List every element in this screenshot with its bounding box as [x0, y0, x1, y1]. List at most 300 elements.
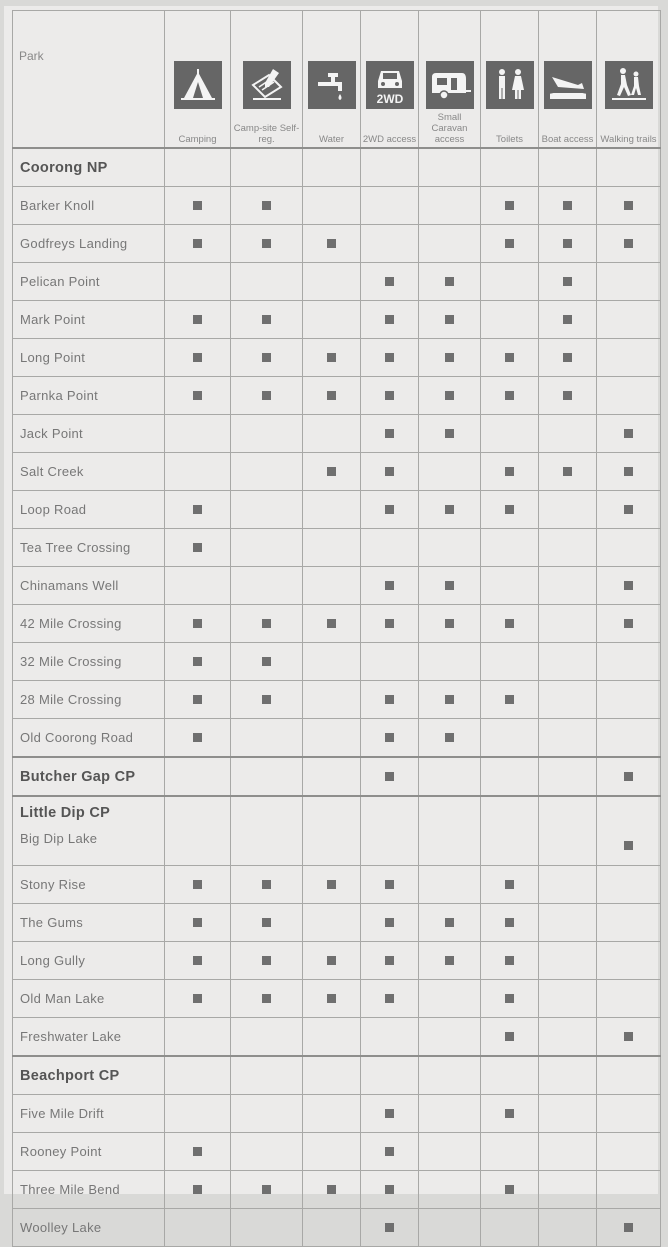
- facility-cell: [597, 377, 661, 415]
- site-name: Loop Road: [13, 491, 165, 529]
- facility-cell: [481, 529, 539, 567]
- facility-cell: [165, 263, 231, 301]
- facility-cell: [361, 866, 419, 904]
- group-row: [13, 1056, 661, 1095]
- availability-mark: [505, 391, 514, 400]
- table-row: [13, 529, 661, 567]
- facility-cell: [361, 1056, 419, 1095]
- availability-mark: [193, 505, 202, 514]
- facility-cell: [597, 263, 661, 301]
- facility-cell: [597, 605, 661, 643]
- availability-mark: [193, 956, 202, 965]
- availability-mark: [563, 201, 572, 210]
- facility-cell: [539, 415, 597, 453]
- group-row: [13, 757, 661, 796]
- table-row: [13, 491, 661, 529]
- availability-mark: [505, 239, 514, 248]
- facility-cell: [539, 942, 597, 980]
- availability-mark: [193, 619, 202, 628]
- availability-mark: [445, 505, 454, 514]
- facility-cell: [481, 567, 539, 605]
- facility-cell: [539, 187, 597, 225]
- site-name: Chinamans Well: [13, 567, 165, 605]
- facility-cell: [597, 567, 661, 605]
- facility-cell: [361, 187, 419, 225]
- facility-cell: [165, 1171, 231, 1209]
- facility-cell: [231, 529, 303, 567]
- availability-mark: [262, 956, 271, 965]
- availability-mark: [193, 733, 202, 742]
- facility-cell: [231, 187, 303, 225]
- facility-cell: [419, 1171, 481, 1209]
- facility-cell: [231, 491, 303, 529]
- group-title: Coorong NP: [13, 148, 165, 187]
- facility-cell: [303, 1133, 361, 1171]
- availability-mark: [445, 353, 454, 362]
- availability-mark: [624, 201, 633, 210]
- facility-cell: [165, 453, 231, 491]
- availability-mark: [505, 619, 514, 628]
- facility-cell: [303, 980, 361, 1018]
- availability-mark: [624, 239, 633, 248]
- facilities-sheet: [4, 6, 658, 1235]
- facility-cell: [481, 643, 539, 681]
- facility-cell: [165, 1095, 231, 1133]
- table-row: [13, 980, 661, 1018]
- facility-cell: [597, 681, 661, 719]
- availability-mark: [262, 657, 271, 666]
- facility-cell: [597, 1056, 661, 1095]
- site-name: Rooney Point: [13, 1133, 165, 1171]
- facility-cell: [419, 1095, 481, 1133]
- facility-cell: [419, 263, 481, 301]
- facility-cell: [481, 681, 539, 719]
- availability-mark: [505, 956, 514, 965]
- site-name: Salt Creek: [13, 453, 165, 491]
- availability-mark: [193, 657, 202, 666]
- facility-cell: [539, 491, 597, 529]
- facility-cell: [481, 719, 539, 758]
- group-title: Butcher Gap CP: [13, 757, 165, 796]
- facility-cell: [165, 1133, 231, 1171]
- group-row: [13, 796, 661, 866]
- facility-cell: [539, 1171, 597, 1209]
- facility-cell: [303, 719, 361, 758]
- facility-cell: [303, 866, 361, 904]
- facility-cell: [481, 1095, 539, 1133]
- facility-cell: [303, 148, 361, 187]
- availability-mark: [505, 467, 514, 476]
- availability-mark: [327, 1185, 336, 1194]
- facility-cell: [303, 567, 361, 605]
- facility-cell: [165, 491, 231, 529]
- table-row: [13, 187, 661, 225]
- header-water: Water: [303, 11, 361, 149]
- facility-cell: [361, 491, 419, 529]
- facility-cell: [165, 377, 231, 415]
- facility-cell: [597, 529, 661, 567]
- facility-cell: [231, 567, 303, 605]
- facility-cell: [303, 1095, 361, 1133]
- facility-cell: [597, 1095, 661, 1133]
- facility-cell: [539, 567, 597, 605]
- facility-cell: [481, 187, 539, 225]
- facility-cell: [481, 1056, 539, 1095]
- facility-cell: [597, 491, 661, 529]
- facility-cell: [539, 301, 597, 339]
- facility-cell: [481, 757, 539, 796]
- facility-cell: [419, 1133, 481, 1171]
- facility-cell: [303, 796, 361, 866]
- facility-cell: [231, 339, 303, 377]
- site-name: Long Point: [13, 339, 165, 377]
- facility-cell: [481, 904, 539, 942]
- facility-cell: [303, 1171, 361, 1209]
- availability-mark: [385, 467, 394, 476]
- availability-mark: [563, 467, 572, 476]
- header-row: [13, 11, 661, 149]
- facility-cell: [539, 643, 597, 681]
- availability-mark: [624, 429, 633, 438]
- facility-cell: [597, 187, 661, 225]
- availability-mark: [193, 1147, 202, 1156]
- availability-mark: [193, 239, 202, 248]
- facility-cell: [361, 1133, 419, 1171]
- facility-cell: [419, 148, 481, 187]
- facility-cell: [539, 1018, 597, 1057]
- facility-cell: [165, 796, 231, 866]
- facility-cell: [481, 942, 539, 980]
- facility-cell: [361, 1095, 419, 1133]
- facility-cell: [165, 1018, 231, 1057]
- site-name: Woolley Lake: [13, 1209, 165, 1247]
- facility-cell: [165, 148, 231, 187]
- table-row: [13, 1209, 661, 1247]
- facility-cell: [231, 757, 303, 796]
- table-row: [13, 377, 661, 415]
- availability-mark: [193, 1185, 202, 1194]
- facility-cell: [303, 605, 361, 643]
- facility-cell: [419, 529, 481, 567]
- group-cell: [13, 796, 165, 866]
- facility-cell: [481, 148, 539, 187]
- facility-cell: [361, 980, 419, 1018]
- facility-cell: [231, 148, 303, 187]
- facility-cell: [303, 643, 361, 681]
- table-row: [13, 719, 661, 758]
- facility-cell: [481, 339, 539, 377]
- availability-mark: [624, 581, 633, 590]
- site-name: Tea Tree Crossing: [13, 529, 165, 567]
- availability-mark: [262, 391, 271, 400]
- caravan-icon: [426, 61, 474, 109]
- water-tap-icon: [308, 61, 356, 109]
- facility-cell: [165, 415, 231, 453]
- facility-cell: [597, 980, 661, 1018]
- facility-cell: [231, 415, 303, 453]
- availability-mark: [445, 391, 454, 400]
- availability-mark: [505, 505, 514, 514]
- facility-cell: [539, 719, 597, 758]
- tent-icon: [174, 61, 222, 109]
- availability-mark: [505, 1032, 514, 1041]
- availability-mark: [262, 1185, 271, 1194]
- availability-mark: [327, 956, 336, 965]
- header-2wd-access: 2WD 2WD access: [361, 11, 419, 149]
- facility-cell: [419, 1018, 481, 1057]
- facility-cell: [361, 605, 419, 643]
- site-name: Godfreys Landing: [13, 225, 165, 263]
- facility-cell: [165, 187, 231, 225]
- site-name: Mark Point: [13, 301, 165, 339]
- availability-mark: [505, 994, 514, 1003]
- availability-mark: [385, 429, 394, 438]
- facility-cell: [539, 866, 597, 904]
- facility-cell: [539, 377, 597, 415]
- facility-cell: [165, 980, 231, 1018]
- facility-cell: [303, 415, 361, 453]
- facility-cell: [361, 757, 419, 796]
- facility-cell: [597, 148, 661, 187]
- availability-mark: [445, 619, 454, 628]
- availability-mark: [505, 1185, 514, 1194]
- facility-cell: [303, 377, 361, 415]
- facility-cell: [165, 681, 231, 719]
- facility-cell: [419, 301, 481, 339]
- availability-mark: [445, 956, 454, 965]
- facility-cell: [361, 1209, 419, 1247]
- facility-cell: [481, 1018, 539, 1057]
- facility-cell: [597, 796, 661, 866]
- facility-cell: [539, 1133, 597, 1171]
- facility-cell: [419, 719, 481, 758]
- availability-mark: [385, 695, 394, 704]
- availability-mark: [262, 201, 271, 210]
- availability-mark: [193, 543, 202, 552]
- table-row: [13, 1133, 661, 1171]
- facility-cell: [231, 866, 303, 904]
- availability-mark: [624, 505, 633, 514]
- facility-cell: [481, 796, 539, 866]
- site-name: Five Mile Drift: [13, 1095, 165, 1133]
- facility-cell: [597, 1171, 661, 1209]
- table-row: [13, 643, 661, 681]
- facility-cell: [539, 529, 597, 567]
- facility-cell: [303, 1018, 361, 1057]
- availability-mark: [445, 315, 454, 324]
- facility-cell: [165, 605, 231, 643]
- availability-mark: [385, 1147, 394, 1156]
- facility-cell: [419, 643, 481, 681]
- facility-cell: [361, 415, 419, 453]
- availability-mark: [624, 1223, 633, 1232]
- facility-cell: [597, 719, 661, 758]
- table-row: [13, 1171, 661, 1209]
- availability-mark: [193, 880, 202, 889]
- availability-mark: [262, 239, 271, 248]
- availability-mark: [505, 353, 514, 362]
- availability-mark: [193, 695, 202, 704]
- availability-mark: [262, 994, 271, 1003]
- availability-mark: [327, 994, 336, 1003]
- facility-cell: [361, 904, 419, 942]
- facility-cell: [539, 453, 597, 491]
- table-row: [13, 942, 661, 980]
- table-row: [13, 453, 661, 491]
- availability-mark: [624, 1032, 633, 1041]
- facility-cell: [539, 1209, 597, 1247]
- facility-cell: [165, 301, 231, 339]
- facility-cell: [419, 942, 481, 980]
- facility-cell: [481, 225, 539, 263]
- facility-cell: [165, 225, 231, 263]
- facility-cell: [231, 1018, 303, 1057]
- facility-cell: [361, 567, 419, 605]
- facility-cell: [165, 339, 231, 377]
- availability-mark: [624, 772, 633, 781]
- site-name: Barker Knoll: [13, 187, 165, 225]
- site-name: The Gums: [13, 904, 165, 942]
- site-name: Freshwater Lake: [13, 1018, 165, 1057]
- site-name: Three Mile Bend: [13, 1171, 165, 1209]
- facility-cell: [539, 980, 597, 1018]
- facility-cell: [419, 1209, 481, 1247]
- facility-cell: [303, 681, 361, 719]
- facility-cell: [539, 757, 597, 796]
- facility-cell: [165, 719, 231, 758]
- facility-cell: [419, 339, 481, 377]
- availability-mark: [385, 1185, 394, 1194]
- facility-cell: [419, 1056, 481, 1095]
- site-name: Jack Point: [13, 415, 165, 453]
- availability-mark: [327, 353, 336, 362]
- facility-cell: [165, 529, 231, 567]
- availability-mark: [445, 429, 454, 438]
- facility-cell: [303, 1056, 361, 1095]
- facility-cell: [165, 942, 231, 980]
- facility-cell: [419, 415, 481, 453]
- site-name: Long Gully: [13, 942, 165, 980]
- table-row: [13, 263, 661, 301]
- 2wd-icon-text: 2WD: [376, 92, 403, 106]
- availability-mark: [262, 695, 271, 704]
- facility-cell: [597, 339, 661, 377]
- availability-mark: [385, 277, 394, 286]
- availability-mark: [563, 277, 572, 286]
- facility-cell: [419, 904, 481, 942]
- availability-mark: [385, 315, 394, 324]
- facility-cell: [481, 1133, 539, 1171]
- availability-mark: [327, 619, 336, 628]
- availability-mark: [624, 467, 633, 476]
- facility-cell: [419, 757, 481, 796]
- facility-cell: [361, 377, 419, 415]
- availability-mark: [193, 918, 202, 927]
- table-row: [13, 1018, 661, 1057]
- facility-cell: [419, 866, 481, 904]
- site-name: Old Man Lake: [13, 980, 165, 1018]
- facility-cell: [539, 681, 597, 719]
- facility-cell: [303, 904, 361, 942]
- facility-cell: [361, 148, 419, 187]
- availability-mark: [262, 619, 271, 628]
- facility-cell: [361, 681, 419, 719]
- self-registration-icon: [243, 61, 291, 109]
- availability-mark: [327, 391, 336, 400]
- facility-cell: [231, 1133, 303, 1171]
- facility-cell: [361, 263, 419, 301]
- park-facilities-table: [12, 10, 661, 1247]
- facility-cell: [539, 605, 597, 643]
- availability-mark: [445, 581, 454, 590]
- facility-cell: [303, 942, 361, 980]
- header-boat-access: Boat access: [539, 11, 597, 149]
- facility-cell: [419, 453, 481, 491]
- facility-cell: [597, 225, 661, 263]
- facility-cell: [231, 719, 303, 758]
- availability-mark: [385, 1223, 394, 1232]
- table-row: [13, 1095, 661, 1133]
- facility-cell: [361, 796, 419, 866]
- availability-mark: [327, 880, 336, 889]
- facility-cell: [303, 1209, 361, 1247]
- facility-cell: [597, 1209, 661, 1247]
- facility-cell: [539, 904, 597, 942]
- site-name: Parnka Point: [13, 377, 165, 415]
- facility-cell: [231, 263, 303, 301]
- toilets-icon: [486, 61, 534, 109]
- site-name: Pelican Point: [13, 263, 165, 301]
- facility-cell: [419, 980, 481, 1018]
- site-name: Old Coorong Road: [13, 719, 165, 758]
- facility-cell: [231, 225, 303, 263]
- facility-cell: [231, 796, 303, 866]
- availability-mark: [385, 918, 394, 927]
- availability-mark: [624, 841, 633, 850]
- facility-cell: [481, 980, 539, 1018]
- facility-cell: [165, 866, 231, 904]
- site-name: Big Dip Lake: [20, 831, 98, 846]
- boat-ramp-icon: [544, 61, 592, 109]
- facility-cell: [481, 301, 539, 339]
- facility-cell: [303, 187, 361, 225]
- availability-mark: [505, 880, 514, 889]
- park-column-header: Park: [13, 11, 165, 149]
- group-title: Little Dip CP: [20, 805, 111, 821]
- facility-cell: [361, 643, 419, 681]
- availability-mark: [445, 918, 454, 927]
- availability-mark: [563, 391, 572, 400]
- facility-cell: [539, 225, 597, 263]
- facility-cell: [597, 453, 661, 491]
- facility-cell: [361, 529, 419, 567]
- facility-cell: [231, 1209, 303, 1247]
- facility-cell: [597, 301, 661, 339]
- availability-mark: [193, 391, 202, 400]
- facility-cell: [539, 339, 597, 377]
- facility-cell: [361, 942, 419, 980]
- facility-cell: [539, 263, 597, 301]
- availability-mark: [262, 880, 271, 889]
- availability-mark: [262, 918, 271, 927]
- facility-cell: [361, 1018, 419, 1057]
- table-row: [13, 904, 661, 942]
- header-toilets: Toilets: [481, 11, 539, 149]
- facility-cell: [481, 415, 539, 453]
- facility-cell: [361, 1171, 419, 1209]
- facility-cell: [539, 1095, 597, 1133]
- facility-cell: [303, 757, 361, 796]
